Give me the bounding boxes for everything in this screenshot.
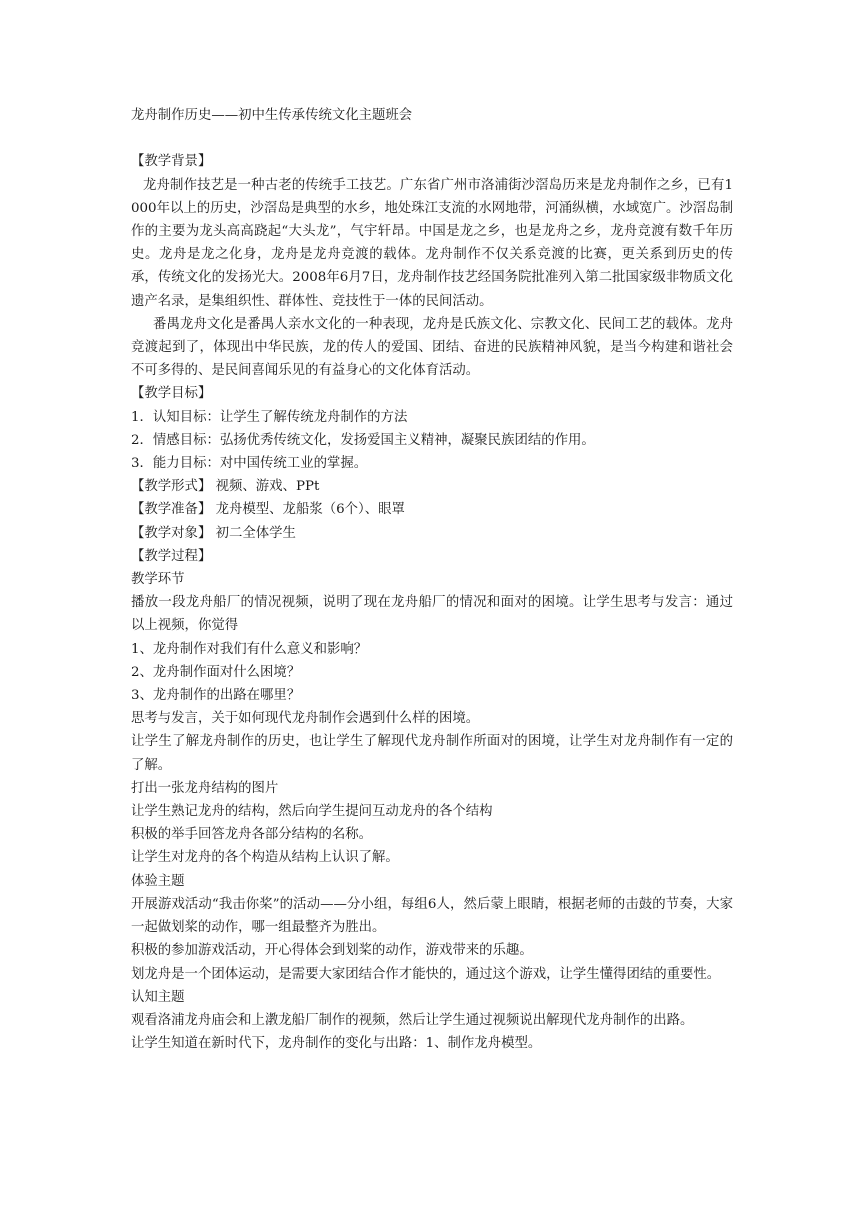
question-1: 1、龙舟制作对我们有什么意义和影响？ bbox=[131, 641, 368, 657]
process-picture: 打出一张龙舟结构的图片 bbox=[131, 780, 279, 796]
process-join: 积极的参加游戏活动，开心得体会到划桨的动作，游戏带来的乐趣。 bbox=[131, 943, 533, 959]
background-paragraph-1: 龙舟制作技艺是一种古老的传统手工技艺。广东省广州市洛浦街沙滘岛历来是龙舟制作之乡，已有1000年以上的历史，沙滘岛是典型的水乡，地处珠江支流的水网地带，河涌纵横，水域宽广。沙滘岛制作的主要为龙头高高跷起“大头龙”，气宇轩昂。中国是龙之乡，也是龙舟之乡，龙舟竞渡有数千年历史。龙舟是龙之化身，龙舟是龙舟竞渡的载体。龙舟制作不仅关系竞渡的比赛，更关系到历史的传承，传统文化的发扬光大。2008年6月7日，龙舟制作技艺经国务院批准列入第二批国家级非物质文化遗产名录，是集组织性、群体性、竞技性于一体的民间活动。 bbox=[131, 177, 733, 309]
teaching-audience: 【教学对象】 初二全体学生 bbox=[131, 525, 296, 541]
process-answer: 积极的举手回答龙舟各部分结构的名称。 bbox=[131, 827, 373, 843]
goals-heading: 【教学目标】 bbox=[131, 386, 212, 402]
process-structure: 让学生对龙舟的各个构造从结构上认识了解。 bbox=[131, 850, 399, 866]
teaching-preparation: 【教学准备】 龙舟模型、龙船浆（6个）、眼罩 bbox=[131, 502, 405, 518]
section-experience: 体验主题 bbox=[131, 873, 185, 889]
background-paragraph-2: 番禺龙舟文化是番禺人亲水文化的一种表现，龙舟是氏族文化、宗教文化、民间工艺的载体。龙舟竞渡起到了，体现出中华民族，龙的传人的爱国、团结、奋进的民族精神风貌，是当今构建和谐社会不可多得的、是民间喜闻乐见的有益身心的文化体育活动。 bbox=[131, 316, 733, 379]
blank-line bbox=[131, 127, 733, 150]
process-intro: 播放一段龙舟船厂的情况视频，说明了现在龙舟船厂的情况和面对的困境。让学生思考与发言：通过以上视频，你觉得 bbox=[131, 595, 733, 634]
process-game: 开展游戏活动“我击你桨”的活动——分小组，每组6人，然后蒙上眼睛，根据老师的击鼓的节奏，大家一起做划桨的动作，哪一组最整齐为胜出。 bbox=[131, 896, 733, 936]
goal-item-2: 2．情感目标：弘扬优秀传统文化，发扬爱国主义精神，凝聚民族团结的作用。 bbox=[131, 432, 595, 448]
question-2: 2、龙舟制作面对什么困境？ bbox=[131, 664, 301, 680]
document-title: 龙舟制作历史——初中生传承传统文化主题班会 bbox=[131, 108, 413, 123]
process-understand: 让学生了解龙舟制作的历史，也让学生了解现代龙舟制作所面对的困境，让学生对龙舟制作有一定的了解。 bbox=[131, 734, 733, 773]
goal-item-3: 3．能力目标：对中国传统工业的掌握。 bbox=[131, 456, 368, 472]
process-conclusion: 让学生知道在新时代下，龙舟制作的变化与出路：1、制作龙舟模型。 bbox=[131, 1036, 542, 1052]
background-heading: 【教学背景】 bbox=[131, 154, 212, 170]
goal-item-1: 1．认知目标：让学生了解传统龙舟制作的方法 bbox=[131, 409, 408, 425]
process-heading: 【教学过程】 bbox=[131, 548, 212, 564]
teaching-form: 【教学形式】 视频、游戏、PPt bbox=[131, 479, 320, 495]
process-watch: 观看洛浦龙舟庙会和上漖龙船厂制作的视频，然后让学生通过视频说出解现代龙舟制作的出路。 bbox=[131, 1012, 694, 1028]
question-3: 3、龙舟制作的出路在哪里？ bbox=[131, 688, 301, 704]
section-cognition: 认知主题 bbox=[131, 989, 185, 1005]
process-team: 划龙舟是一个团体运动，是需要大家团结合作才能快的，通过这个游戏，让学生懂得团结的重要性。 bbox=[131, 966, 721, 982]
process-think: 思考与发言，关于如何现代龙舟制作会遇到什么样的困境。 bbox=[131, 711, 480, 727]
document-body bbox=[131, 104, 733, 1055]
section-teaching-step: 教学环节 bbox=[131, 572, 185, 588]
process-memorize: 让学生熟记龙舟的结构，然后向学生提问互动龙舟的各个结构 bbox=[131, 804, 493, 820]
